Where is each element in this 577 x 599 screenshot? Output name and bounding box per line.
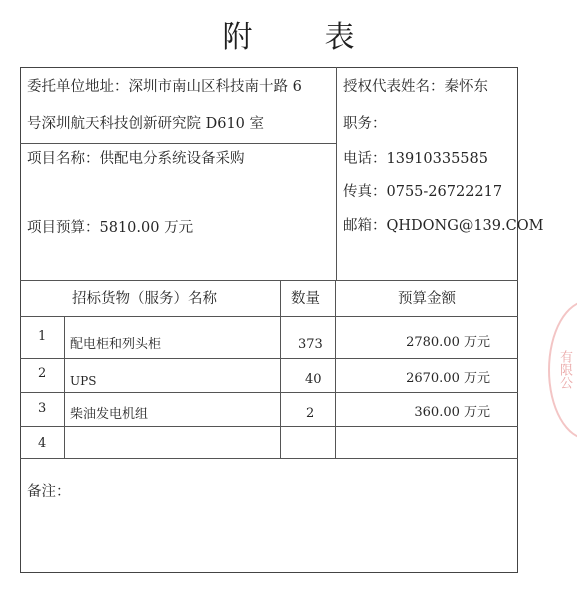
title-char-2: 表 (324, 20, 355, 55)
phone-number: 电话：13910335585 (343, 151, 488, 167)
column-header-qty: 数量 (291, 291, 320, 307)
divider-row-2 (20, 392, 518, 393)
row-3-no: 3 (38, 401, 47, 416)
divider-after-columns (20, 316, 518, 317)
divider-row-3 (20, 426, 518, 427)
address-line-1: 委托单位地址：深圳市南山区科技南十路 6 (27, 79, 302, 95)
rep-name: 授权代表姓名：秦怀东 (343, 79, 488, 95)
address-line-2: 号深圳航天科技创新研究院 D610 室 (27, 116, 265, 132)
row-1-no: 1 (38, 329, 47, 344)
column-header-amount: 预算金额 (398, 291, 456, 307)
header-vertical-divider (336, 67, 337, 280)
fax-number: 传真：0755-26722217 (343, 184, 503, 200)
rep-position: 职务： (343, 116, 387, 132)
row-2-name: UPS (70, 374, 97, 388)
row-1-amount: 2780.00 万元 (406, 335, 490, 350)
email-address: 邮箱：QHDONG@139.COM (343, 218, 544, 234)
divider-row-4 (20, 458, 518, 459)
row-2-no: 2 (38, 366, 47, 381)
row-3-amount: 360.00 万元 (414, 405, 490, 420)
col-qty-divider (335, 280, 336, 458)
divider-row-1 (20, 358, 518, 359)
row-3-qty: 2 (306, 406, 315, 421)
company-seal-text: 有限公 (557, 350, 572, 389)
column-header-name: 招标货物（服务）名称 (72, 291, 217, 307)
row-1-name: 配电柜和列头柜 (70, 337, 162, 352)
row-4-no: 4 (38, 436, 47, 451)
title-char-1: 附 (222, 20, 253, 55)
project-budget: 项目预算：5810.00 万元 (27, 220, 194, 236)
project-name: 项目名称：供配电分系统设备采购 (27, 151, 245, 167)
col-name-divider (280, 280, 281, 458)
divider-after-address (20, 143, 337, 144)
divider-after-header (20, 280, 518, 281)
row-3-name: 柴油发电机组 (70, 407, 149, 422)
remarks-label: 备注： (27, 484, 71, 500)
row-2-qty: 40 (305, 372, 322, 387)
page-title (0, 18, 577, 58)
row-1-qty: 373 (298, 337, 323, 352)
col-no-divider (64, 316, 65, 458)
row-2-amount: 2670.00 万元 (406, 371, 490, 386)
